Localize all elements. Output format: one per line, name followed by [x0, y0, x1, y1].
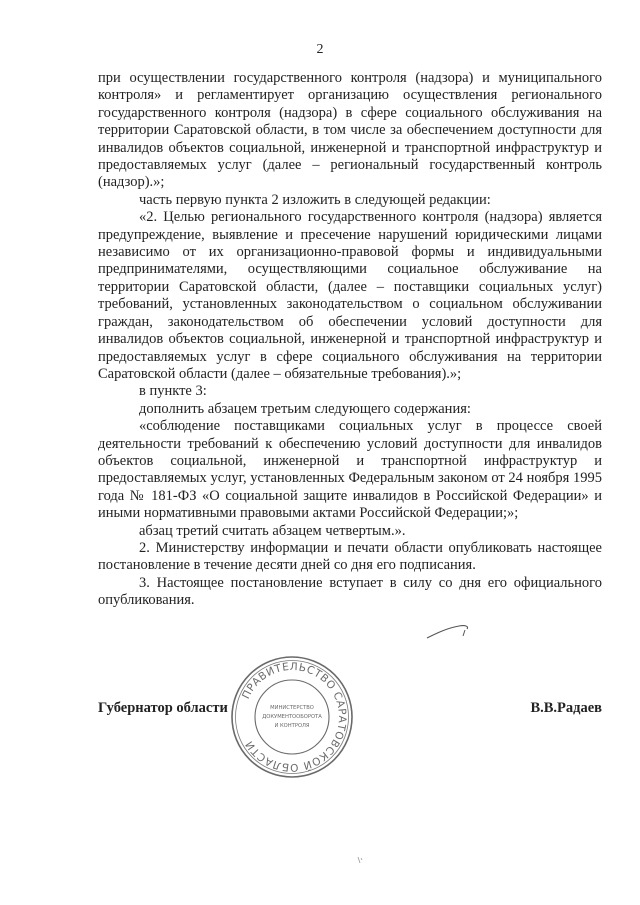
paragraph: «2. Целью регионального государственного контроля (надзора) является предупреждение, выявление и пресечение нарушений юридическими лицами независимо от их организационно-правовой формы и индивидуальными предпринимателями, осуществляющими социальное обслуживание на территории Саратовской области, (далее – поставщики социальных услуг) требований, установленных законодательством о социальном обслуживании граждан, законодательством об обеспечении условий доступности для инвалидов объектов социальной, инженерной и транспортной инфраструктур и предоставляемых услуг в сфере социального обслуживания на территории Саратовской области (далее – обязательные требования).»;: [98, 209, 602, 382]
handwritten-signature: [425, 622, 475, 642]
seal-center-line: МИНИСТЕРСТВО: [270, 705, 314, 711]
seal-center-line: ДОКУМЕНТООБОРОТА: [262, 714, 322, 720]
paragraph: часть первую пункта 2 изложить в следующей редакции:: [139, 191, 491, 208]
page-number: 2: [316, 42, 324, 57]
paragraph: 3. Настоящее постановление вступает в силу со дня его официального опубликования.: [98, 574, 602, 609]
paragraph: 2. Министерству информации и печати области опубликовать настоящее постановление в течение десяти дней со дня его подписания.: [98, 539, 602, 574]
scan-speck: [356, 855, 364, 865]
paragraph: дополнить абзацем третьим следующего содержания:: [139, 400, 471, 417]
paragraph: в пункте 3:: [139, 383, 207, 400]
seal-ring-text: ПРАВИТЕЛЬСТВО САРАТОВСКОЙ ОБЛАСТИ: [240, 660, 349, 774]
signatory-name: В.В.Радаев: [530, 700, 602, 716]
signature-block: [98, 700, 602, 722]
paragraph: при осуществлении государственного контроля (надзора) и муниципального контроля» и регламентирует организацию осуществления регионального государственного контроля (надзора) в сфере социального обслуживания на территории Саратовской области, в том числе за обеспечением доступности для инвалидов объектов социальной, инженерной и транспортной инфраструктур и предоставляемых услуг (далее – региональный государственный контроль (надзор).»;: [98, 70, 602, 191]
document-body: [98, 70, 602, 610]
signatory-position: Губернатор области: [98, 700, 228, 716]
paragraph: абзац третий считать абзацем четвертым.».: [139, 522, 406, 539]
seal-center-line: И КОНТРОЛЯ: [274, 723, 310, 729]
paragraph: «соблюдение поставщиками социальных услуг в процессе своей деятельности требований к обеспечению условий доступности для инвалидов объектов социальной, инженерной и транспортной инфраструктур и предоставляемых услуг, установленных Федеральным законом от 24 ноября 1995 года № 181-ФЗ «О социальной защите инвалидов в Российской Федерации» и иными нормативными правовыми актами Российской Федерации;»;: [98, 418, 602, 522]
